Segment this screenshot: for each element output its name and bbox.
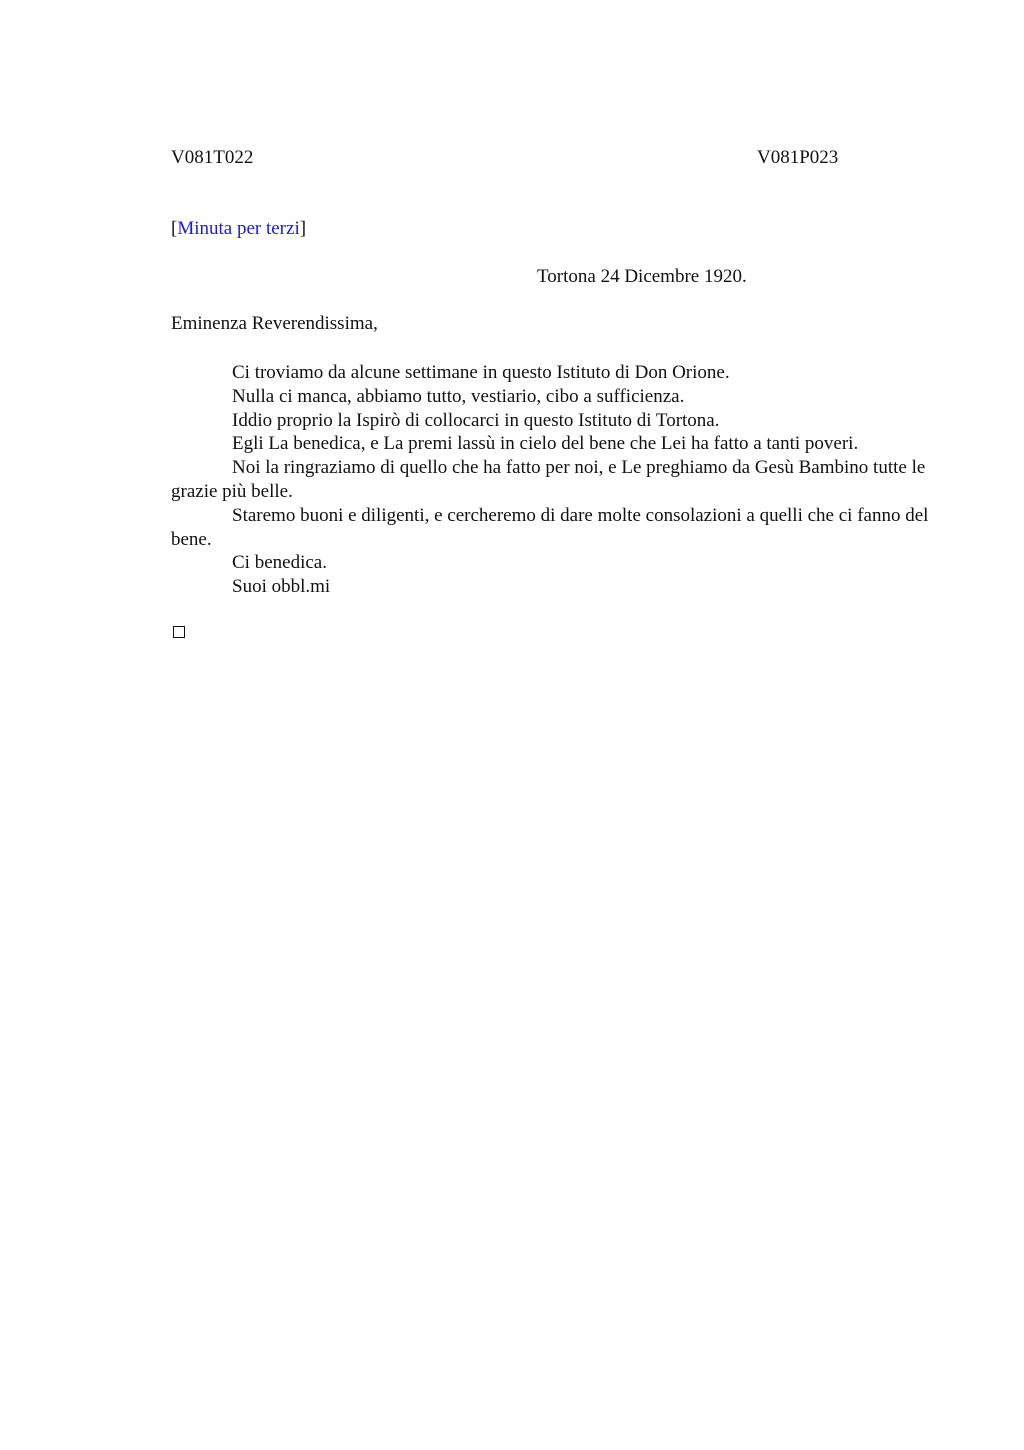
letter-paragraph: Iddio proprio la Ispirò di collocarci in questo Istituto di Tortona. [232,409,720,431]
document-code-right: V081P023 [757,147,839,168]
letter-paragraph: Egli La benedica, e La premi lassù in cielo del bene che Lei ha fatto a tanti poveri. [232,433,859,455]
note-open-bracket: [ [171,218,178,239]
letter-paragraph: Noi la ringraziamo di quello che ha fatto per noi, e Le preghiamo da Gesù Bambino tutte le grazie più belle. [171,457,926,502]
end-marker-box-icon [173,626,185,638]
editorial-note [171,218,306,240]
letter-body [171,361,931,599]
note-close-bracket: ] [299,218,307,239]
letter-paragraph: Ci troviamo da alcune settimane in questo Istituto di Don Orione. [232,362,730,383]
document-code-left: V081T022 [171,147,254,168]
letter-paragraph: Nulla ci manca, abbiamo tutto, vestiario, cibo a sufficienza. [232,385,685,407]
letter-paragraph: Staremo buoni e diligenti, e cercheremo di dare molte consolazioni a quelli che ci fanno del bene. [171,504,929,550]
letter-date: Tortona 24 Dicembre 1920. [537,266,747,287]
letter-salutation: Eminenza Reverendissima, [171,313,378,334]
letter-paragraph: Ci benedica. [232,552,327,574]
minuta-per-terzi-link[interactable]: Minuta per terzi [177,218,300,239]
letter-paragraph: Suoi obbl.mi [232,576,331,598]
